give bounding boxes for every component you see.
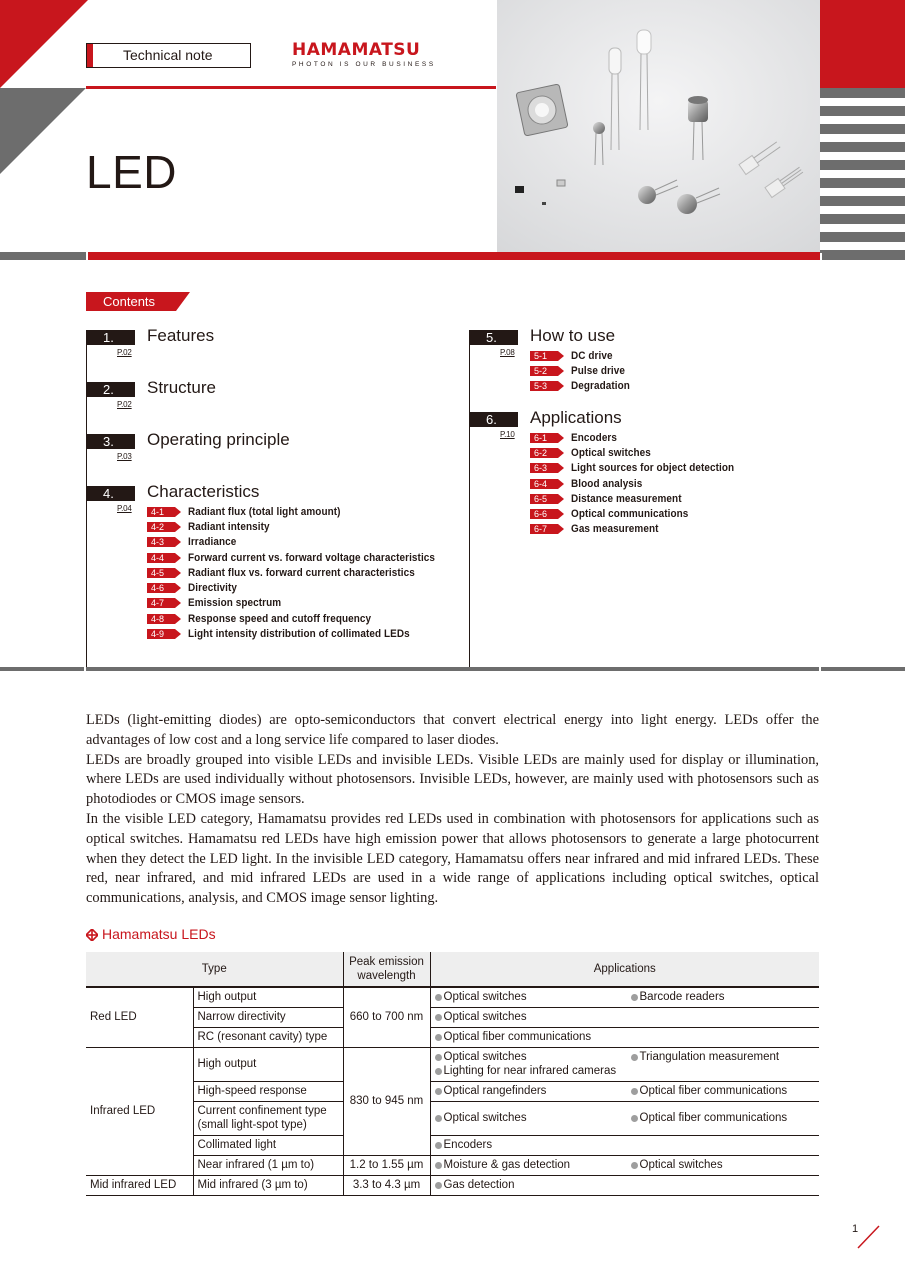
contents-bottom-rule xyxy=(0,667,905,671)
toc-subsection-number: 6-5 xyxy=(534,493,548,504)
toc-page-ref[interactable]: P.03 xyxy=(117,452,132,461)
toc-subsection-4-3[interactable] xyxy=(147,535,469,550)
led-table xyxy=(86,952,819,1196)
toc-subsection-label: DC drive xyxy=(571,349,613,362)
toc-subsection-number: 6-7 xyxy=(534,524,548,535)
toc-subsection-5-2[interactable] xyxy=(530,363,638,378)
page-title: LED xyxy=(86,146,177,198)
header-type: Type xyxy=(86,952,343,987)
type-cell: High output xyxy=(193,1047,343,1081)
app-item: Barcode readers xyxy=(631,990,816,1004)
intro-paragraph: In the visible LED category, Hamamatsu provides red LEDs used in combination with photosensors for applications such as optical switches. Hamamatsu red LEDs have high emission power that allows photosensors to generate a large photocurrent when they detect the LED light. In the invisible LED category, Hamamatsu offers near infrared and mid infrared LEDs. These red, near infrared, and mid infrared LEDs are used in a wide range of applications including optical switches, optical communications, analysis, and CMOS image sensor lighting. xyxy=(86,810,819,907)
header-peak: Peak emission wavelength xyxy=(343,952,430,987)
toc-subsection-label: Degradation xyxy=(571,380,630,393)
app-item: Optical switches xyxy=(631,1158,816,1172)
toc-subsection-4-8[interactable] xyxy=(147,611,469,626)
app-item: Optical fiber communications xyxy=(631,1084,816,1098)
table-row xyxy=(86,1027,819,1047)
toc-subsection-5-3[interactable] xyxy=(530,379,638,394)
table-row xyxy=(86,1155,819,1175)
wavelength-cell: 1.2 to 1.55 µm xyxy=(343,1155,430,1175)
type-cell: RC (resonant cavity) type xyxy=(193,1027,343,1047)
table-row xyxy=(86,1135,819,1155)
group-cell: Infrared LED xyxy=(86,1047,193,1175)
toc-subsection-number: 4-8 xyxy=(151,613,165,624)
app-item: Optical switches xyxy=(435,1010,631,1024)
toc-subsection-6-4[interactable] xyxy=(530,476,756,491)
toc-subsection-label: Emission spectrum xyxy=(188,597,282,610)
toc-section-title[interactable]: Characteristics xyxy=(147,482,260,501)
intro-paragraph: LEDs (light-emitting diodes) are opto-semiconductors that convert electrical energy into light energy. LEDs offer the advantages of low cost and a long service life compared to laser diodes. xyxy=(86,712,819,748)
toc-subsection-5-1[interactable] xyxy=(530,348,638,363)
toc-subsection-list xyxy=(530,348,638,394)
toc-subsection-number: 5-1 xyxy=(534,350,548,361)
corner-grey-triangle xyxy=(0,88,86,174)
toc-subsection-number: 4-4 xyxy=(151,552,165,563)
toc-subsection-list xyxy=(147,504,469,642)
header-bottom-red-bar xyxy=(88,252,820,260)
toc-subsection-number: 6-1 xyxy=(534,432,548,443)
toc-subsection-4-1[interactable] xyxy=(147,504,469,519)
app-item: Gas detection xyxy=(435,1178,631,1192)
toc-subsection-number: 6-3 xyxy=(534,463,548,474)
toc-subsection-label: Directivity xyxy=(188,582,238,595)
app-item: Optical switches xyxy=(435,990,631,1004)
table-row xyxy=(86,1175,819,1195)
toc-subsection-label: Forward current vs. forward voltage characteristics xyxy=(188,551,436,564)
wavelength-cell: 830 to 945 nm xyxy=(343,1047,430,1155)
toc-page-ref[interactable]: P.10 xyxy=(500,430,515,439)
toc-page-ref[interactable]: P.08 xyxy=(500,348,515,357)
table-header-row xyxy=(86,952,819,987)
toc-subsection-6-3[interactable] xyxy=(530,461,756,476)
intro-text xyxy=(86,711,819,909)
toc-subsection-4-5[interactable] xyxy=(147,565,469,580)
app-item: Optical rangefinders xyxy=(435,1084,631,1098)
header-bottom-grey-left xyxy=(0,252,86,260)
toc-subsection-number: 6-4 xyxy=(534,478,548,489)
toc-subsection-label: Radiant flux vs. forward current characteristics xyxy=(188,566,415,579)
contents-label: Contents xyxy=(103,294,156,309)
toc-subsection-number: 6-6 xyxy=(534,509,548,520)
toc-section-title[interactable]: How to use xyxy=(530,326,616,345)
toc-subsection-number: 4-2 xyxy=(151,521,165,532)
table-title-text: Hamamatsu LEDs xyxy=(102,926,216,942)
toc-subsection-4-2[interactable] xyxy=(147,519,469,534)
toc-subsection-label: Blood analysis xyxy=(571,477,643,490)
toc-section-number: 2. xyxy=(86,382,135,397)
toc-section-number: 6. xyxy=(469,412,518,427)
type-cell: High output xyxy=(193,987,343,1007)
type-cell: Mid infrared (3 µm to) xyxy=(193,1175,343,1195)
toc-subsection-number: 6-2 xyxy=(534,447,548,458)
wavelength-cell: 660 to 700 nm xyxy=(343,987,430,1047)
table-row xyxy=(86,1081,819,1101)
app-item: Optical fiber communications xyxy=(435,1030,631,1044)
toc-subsection-label: Radiant intensity xyxy=(188,520,270,533)
app-item: Lighting for near infrared cameras xyxy=(435,1064,631,1078)
intro-paragraph: LEDs are broadly grouped into visible LEDs and invisible LEDs. Visible LEDs are mainly used for display or illumination, where LEDs are used individually without photosensors. Invisible LEDs, however, are mainly used with photosensors such as photodiodes or CMOS image sensors. xyxy=(86,751,819,808)
group-cell: Red LED xyxy=(86,987,193,1047)
group-cell: Mid infrared LED xyxy=(86,1175,193,1195)
header-applications: Applications xyxy=(430,952,819,987)
table-row xyxy=(86,1047,819,1081)
corner-red-triangle xyxy=(0,0,88,88)
app-item: Optical switches xyxy=(435,1111,631,1125)
type-cell: Current confinement type (small light-spot type) xyxy=(193,1101,343,1135)
table-row xyxy=(86,1007,819,1027)
right-striped-block xyxy=(820,88,905,253)
toc-page-ref[interactable]: P.02 xyxy=(117,348,132,357)
toc-subsection-4-7[interactable] xyxy=(147,596,469,611)
app-item: Triangulation measurement xyxy=(631,1050,816,1064)
right-red-block xyxy=(820,0,905,88)
toc-subsection-number: 4-1 xyxy=(151,506,165,517)
toc-section-number: 4. xyxy=(86,486,135,501)
brand-tagline: PHOTON IS OUR BUSINESS xyxy=(292,61,436,68)
toc-subsection-list xyxy=(530,430,756,537)
toc-subsection-label: Encoders xyxy=(571,431,618,444)
toc-section-number: 3. xyxy=(86,434,135,449)
page-number-slash xyxy=(856,1224,881,1250)
app-item: Moisture & gas detection xyxy=(435,1158,631,1172)
app-item: Optical switches xyxy=(435,1050,631,1064)
toc-subsection-label: Light sources for object detection xyxy=(571,462,735,475)
toc-subsection-label: Radiant flux (total light amount) xyxy=(188,505,341,518)
toc-subsection-4-4[interactable] xyxy=(147,550,469,565)
toc-subsection-number: 4-7 xyxy=(151,598,165,609)
type-cell: Collimated light xyxy=(193,1135,343,1155)
toc-subsection-label: Gas measurement xyxy=(571,523,659,536)
toc-subsection-label: Distance measurement xyxy=(571,492,682,505)
table-row xyxy=(86,987,819,1007)
page-number: 1 xyxy=(852,1223,859,1235)
toc-subsection-6-5[interactable] xyxy=(530,491,756,506)
toc-section-title[interactable]: Operating principle xyxy=(147,430,290,449)
type-cell: Near infrared (1 µm to) xyxy=(193,1155,343,1175)
toc-subsection-label: Irradiance xyxy=(188,536,237,549)
toc-page-ref[interactable]: P.02 xyxy=(117,400,132,409)
toc-subsection-label: Optical switches xyxy=(571,446,651,459)
toc-page-ref[interactable]: P.04 xyxy=(117,504,132,513)
toc-subsection-label: Pulse drive xyxy=(571,364,626,377)
toc-subsection-6-1[interactable] xyxy=(530,430,756,445)
toc-subsection-number: 4-5 xyxy=(151,567,165,578)
contents-column-divider xyxy=(469,330,470,670)
toc-subsection-number: 5-3 xyxy=(534,381,548,392)
brand-logo xyxy=(292,40,436,68)
table-title xyxy=(86,926,216,942)
toc-section-title[interactable]: Structure xyxy=(147,378,216,397)
wavelength-cell: 3.3 to 4.3 µm xyxy=(343,1175,430,1195)
toc-section-title[interactable]: Features xyxy=(147,326,215,345)
toc-subsection-6-2[interactable] xyxy=(530,445,756,460)
toc-section-title[interactable]: Applications xyxy=(530,408,622,427)
app-item: Encoders xyxy=(435,1138,631,1152)
table-row xyxy=(86,1101,819,1135)
header-red-rule xyxy=(86,86,496,89)
toc-subsection-6-6[interactable] xyxy=(530,506,756,521)
led-products-photo xyxy=(497,0,820,252)
toc-subsection-label: Optical communications xyxy=(571,508,689,521)
toc-subsection-4-6[interactable] xyxy=(147,580,469,595)
toc-subsection-label: Light intensity distribution of collimated LEDs xyxy=(188,628,410,641)
toc-subsection-number: 5-2 xyxy=(534,365,548,376)
diamond-arrow-icon xyxy=(86,928,98,940)
toc-section-number: 5. xyxy=(469,330,518,345)
toc-section-number: 1. xyxy=(86,330,135,345)
doc-type-label: Technical note xyxy=(86,43,251,68)
toc-subsection-number: 4-3 xyxy=(151,537,165,548)
type-cell: Narrow directivity xyxy=(193,1007,343,1027)
contents-tab xyxy=(86,292,190,311)
type-cell: High-speed response xyxy=(193,1081,343,1101)
toc-subsection-number: 4-6 xyxy=(151,583,165,594)
toc-subsection-4-9[interactable] xyxy=(147,626,469,641)
toc-subsection-label: Response speed and cutoff frequency xyxy=(188,612,372,625)
app-item: Optical fiber communications xyxy=(631,1111,816,1125)
brand-name: HAMAMATSU xyxy=(292,40,421,60)
header-bottom-grey-right xyxy=(822,252,905,260)
toc-subsection-number: 4-9 xyxy=(151,629,165,640)
toc-subsection-6-7[interactable] xyxy=(530,522,756,537)
